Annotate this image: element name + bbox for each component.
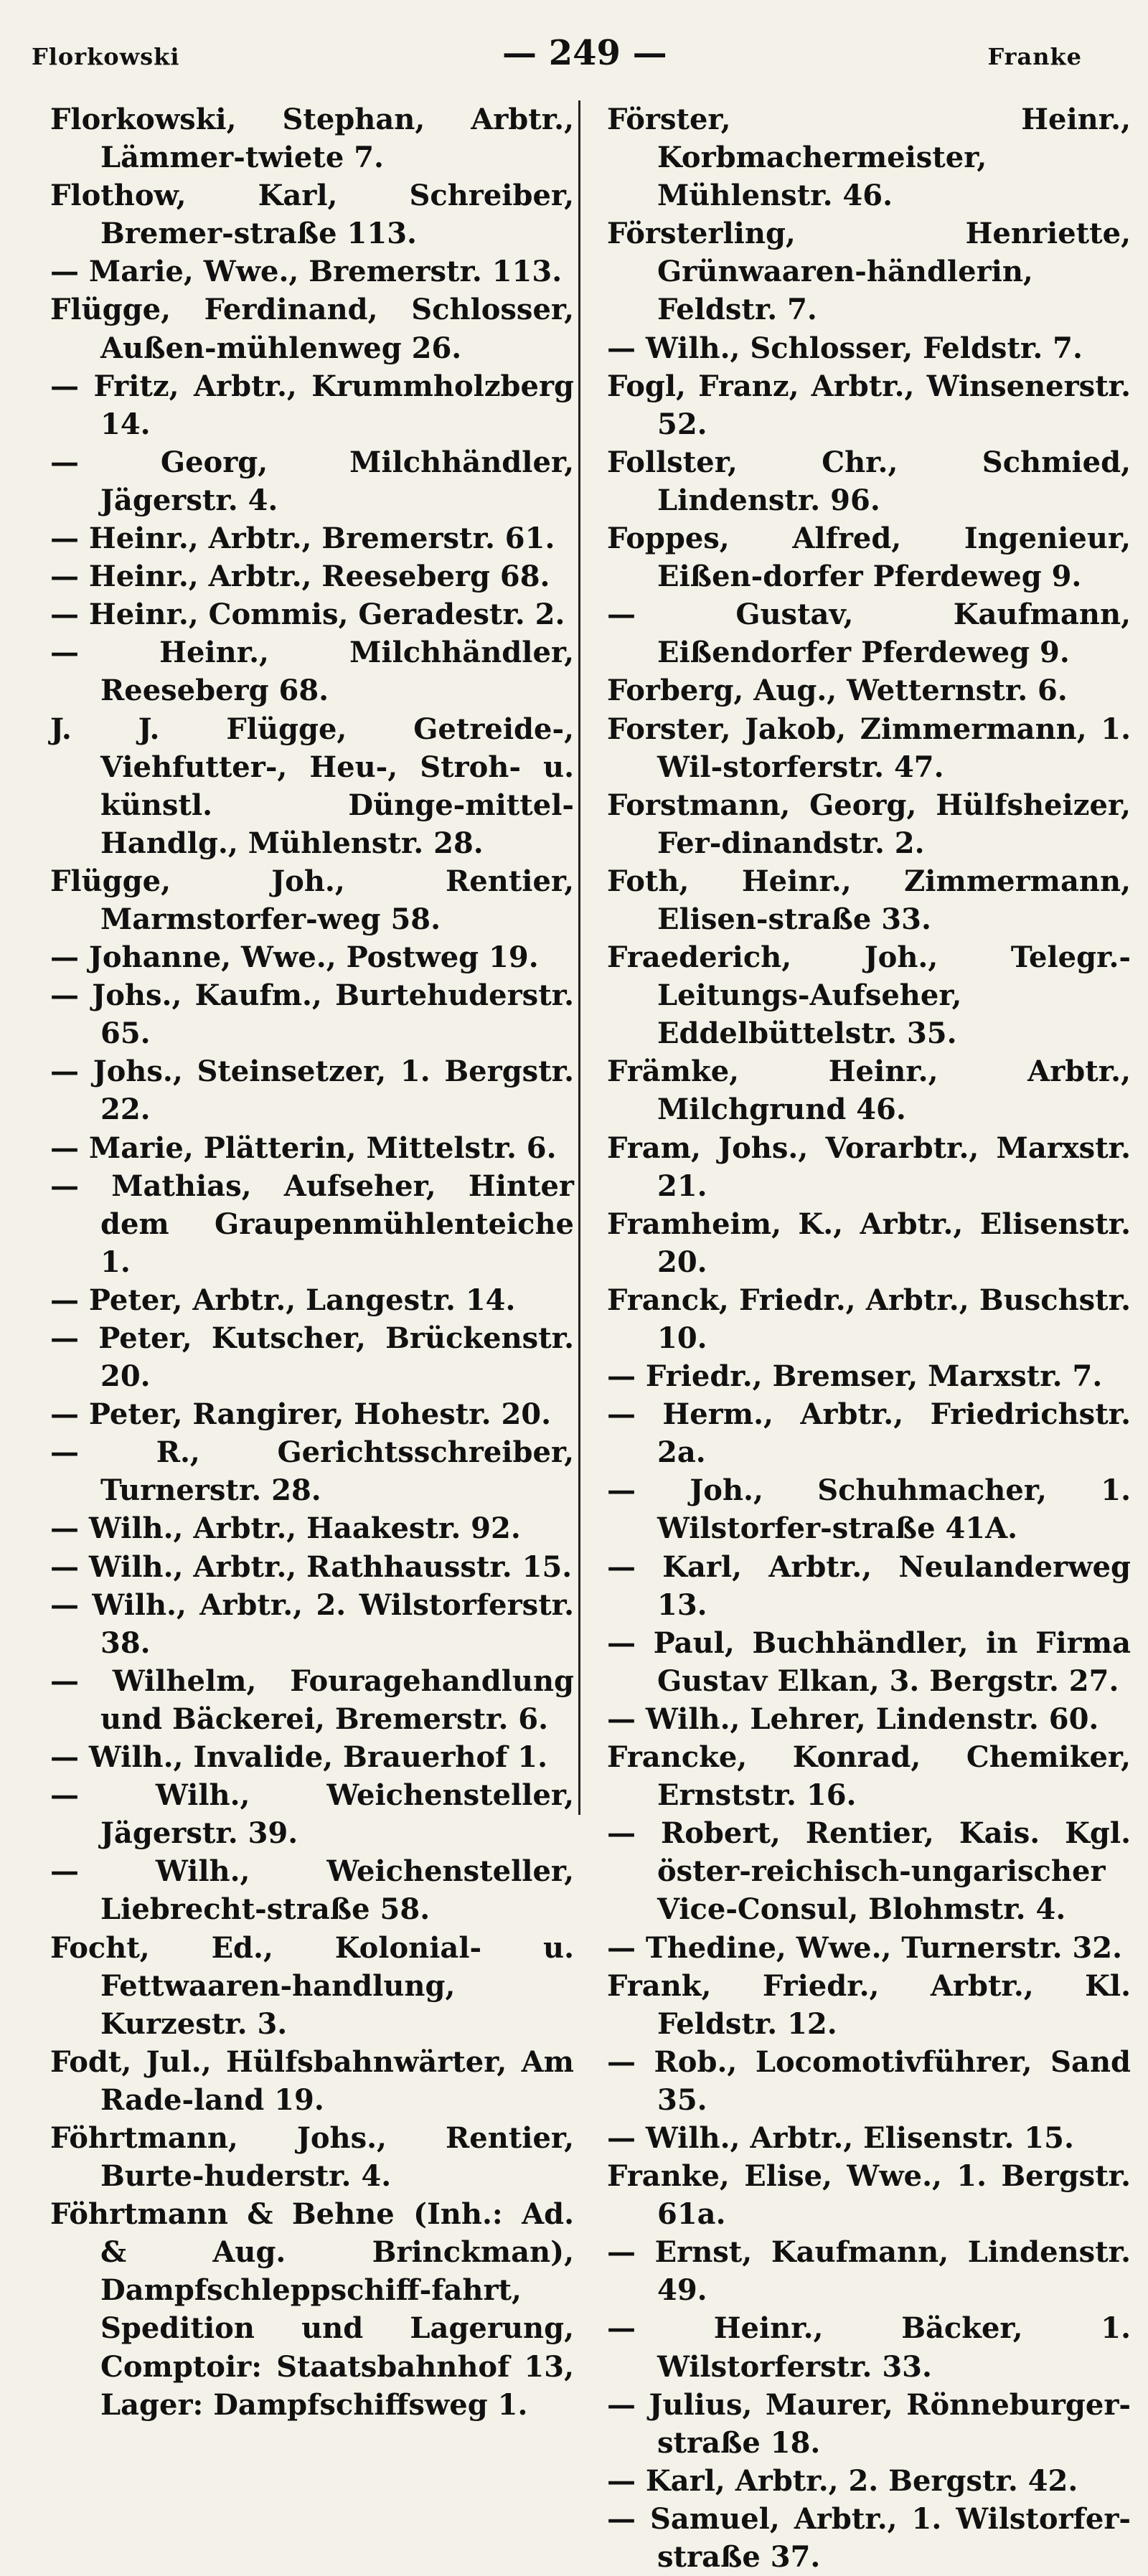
directory-entry: Foppes, Alfred, Ingenieur, Eißen-dorfer Pferdeweg 9. xyxy=(607,522,1131,594)
directory-entry: — Rob., Locomotivführer, Sand 35. xyxy=(607,2044,1131,2117)
directory-entry: — Heinr., Commis, Geradestr. 2. xyxy=(50,598,565,632)
directory-entry: — Ernst, Kaufmann, Lindenstr. 49. xyxy=(607,2235,1131,2308)
directory-entry: — Johs., Kaufm., Burtehuderstr. 65. xyxy=(50,978,574,1051)
directory-entry: Fodt, Jul., Hülfsbahnwärter, Am Rade-land 19. xyxy=(50,2044,574,2117)
directory-entry: — Wilh., Arbtr., Elisenstr. 15. xyxy=(607,2120,1074,2155)
left-column xyxy=(43,100,574,2424)
directory-entry: — Joh., Schuhmacher, 1. Wilstorfer-straße 41A. xyxy=(607,1473,1131,1546)
directory-entry: — Karl, Arbtr., 2. Bergstr. 42. xyxy=(607,2463,1078,2498)
directory-entry: — Johanne, Wwe., Postweg 19. xyxy=(50,940,539,975)
directory-entry: Franke, Elise, Wwe., 1. Bergstr. 61a. xyxy=(607,2159,1131,2232)
directory-entry: Föhrtmann & Behne (Inh.: Ad. & Aug. Brinckman), Dampfschleppschiff-fahrt, Spedition und Lagerung, Comptoir: Staatsbahnhof 13, Lager: Dampfschiffsweg 1. xyxy=(50,2197,574,2422)
directory-entry: Francke, Konrad, Chemiker, Ernststr. 16. xyxy=(607,1740,1131,1813)
directory-entry: — Friedr., Bremser, Marxstr. 7. xyxy=(607,1359,1103,1394)
directory-entry: Forster, Jakob, Zimmermann, 1. Wil-storferstr. 47. xyxy=(607,712,1131,784)
directory-entry: — Mathias, Aufseher, Hinter dem Graupenmühlenteiche 1. xyxy=(50,1169,574,1279)
directory-entry: — Karl, Arbtr., Neulanderweg 13. xyxy=(607,1549,1131,1622)
header-left-keyword: Florkowski xyxy=(32,43,180,70)
directory-entry: — Wilh., Arbtr., Haakestr. 92. xyxy=(50,1511,521,1546)
directory-entry: — Wilh., Weichensteller, Jägerstr. 39. xyxy=(50,1778,574,1851)
directory-entry: — Wilhelm, Fouragehandlung und Bäckerei, Bremerstr. 6. xyxy=(50,1664,574,1736)
directory-entry: Flothow, Karl, Schreiber, Bremer-straße 113. xyxy=(50,179,574,251)
directory-entry: — Gustav, Kaufmann, Eißendorfer Pferdeweg 9. xyxy=(607,598,1131,670)
directory-entry: — Samuel, Arbtr., 1. Wilstorfer-straße 37. xyxy=(607,2501,1131,2574)
directory-entry: — Marie, Plätterin, Mittelstr. 6. xyxy=(50,1131,557,1165)
directory-entry: Flügge, Ferdinand, Schlosser, Außen-mühlenweg 26. xyxy=(50,293,574,365)
directory-entry: — Marie, Wwe., Bremerstr. 113. xyxy=(50,255,563,289)
directory-entry: — Wilh., Weichensteller, Liebrecht-straße 58. xyxy=(50,1854,574,1927)
directory-entry: Foth, Heinr., Zimmermann, Elisen-straße 33. xyxy=(607,864,1131,936)
directory-entry: — Wilh., Schlosser, Feldstr. 7. xyxy=(607,331,1083,365)
directory-entry: — Thedine, Wwe., Turnerstr. 32. xyxy=(607,1930,1123,1965)
directory-entry: Follster, Chr., Schmied, Lindenstr. 96. xyxy=(607,445,1131,517)
directory-entry: Franck, Friedr., Arbtr., Buschstr. 10. xyxy=(607,1283,1131,1355)
directory-entry: Fram, Johs., Vorarbtr., Marxstr. 21. xyxy=(607,1131,1131,1203)
directory-entry: — Wilh., Invalide, Brauerhof 1. xyxy=(50,1740,548,1775)
directory-entry: Forstmann, Georg, Hülfsheizer, Fer-dinandstr. 2. xyxy=(607,788,1131,860)
right-column xyxy=(600,100,1131,2576)
directory-entry: — Heinr., Milchhändler, Reeseberg 68. xyxy=(50,636,574,708)
directory-entry: Florkowski, Stephan, Arbtr., Lämmer-twiete 7. xyxy=(50,103,574,175)
page-header xyxy=(0,29,1148,86)
directory-entry: Focht, Ed., Kolonial- u. Fettwaaren-handlung, Kurzestr. 3. xyxy=(50,1930,574,2041)
directory-entry: Frank, Friedr., Arbtr., Kl. Feldstr. 12. xyxy=(607,1968,1131,2041)
directory-entry: — Heinr., Arbtr., Reeseberg 68. xyxy=(50,560,550,594)
directory-entry: Förster, Heinr., Korbmachermeister, Mühlenstr. 46. xyxy=(607,103,1131,213)
directory-entry: — Wilh., Arbtr., Rathhausstr. 15. xyxy=(50,1549,573,1584)
directory-entry: — Wilh., Arbtr., 2. Wilstorferstr. 38. xyxy=(50,1587,574,1660)
directory-entry: Föhrtmann, Johs., Rentier, Burte-huderstr. 4. xyxy=(50,2120,574,2194)
column-divider xyxy=(578,100,580,1815)
directory-entry: — Paul, Buchhändler, in Firma Gustav Elkan, 3. Bergstr. 27. xyxy=(607,1626,1131,1698)
directory-entry: — Robert, Rentier, Kais. Kgl. öster-reichisch-ungarischer Vice-Consul, Blohmstr. 4. xyxy=(607,1816,1131,1927)
directory-entry: — Johs., Steinsetzer, 1. Bergstr. 22. xyxy=(50,1055,574,1127)
directory-entry: Fraederich, Joh., Telegr.-Leitungs-Aufseher, Eddelbüttelstr. 35. xyxy=(607,940,1131,1051)
directory-entry: Flügge, Joh., Rentier, Marmstorfer-weg 58. xyxy=(50,864,574,936)
header-right-keyword: Franke xyxy=(987,43,1082,70)
directory-entry: — Peter, Arbtr., Langestr. 14. xyxy=(50,1283,516,1317)
directory-entry: — R., Gerichtsschreiber, Turnerstr. 28. xyxy=(50,1435,574,1508)
directory-entry: Framheim, K., Arbtr., Elisenstr. 20. xyxy=(607,1207,1131,1279)
directory-entry: — Heinr., Bäcker, 1. Wilstorferstr. 33. xyxy=(607,2311,1131,2384)
directory-entry: Främke, Heinr., Arbtr., Milchgrund 46. xyxy=(607,1055,1131,1127)
directory-entry: — Wilh., Lehrer, Lindenstr. 60. xyxy=(607,1702,1099,1736)
directory-entry: — Herm., Arbtr., Friedrichstr. 2a. xyxy=(607,1397,1131,1470)
directory-entry: J. J. Flügge, Getreide-, Viehfutter-, Heu-, Stroh- u. künstl. Dünge-mittel-Handlg., Mühlenstr. 28. xyxy=(50,712,574,860)
directory-entry: — Heinr., Arbtr., Bremerstr. 61. xyxy=(50,522,555,556)
page-number: — 249 — xyxy=(502,33,667,73)
directory-entry: — Peter, Kutscher, Brückenstr. 20. xyxy=(50,1321,574,1394)
directory-entry: — Julius, Maurer, Rönneburger-straße 18. xyxy=(607,2387,1131,2460)
directory-entry: Försterling, Henriette, Grünwaaren-händlerin, Feldstr. 7. xyxy=(607,217,1131,327)
directory-entry: — Fritz, Arbtr., Krummholzberg 14. xyxy=(50,369,574,441)
directory-entry: Fogl, Franz, Arbtr., Winsenerstr. 52. xyxy=(607,369,1131,441)
directory-entry: — Georg, Milchhändler, Jägerstr. 4. xyxy=(50,445,574,517)
directory-entry: Forberg, Aug., Wetternstr. 6. xyxy=(607,674,1068,708)
directory-entry: — Peter, Rangirer, Hohestr. 20. xyxy=(50,1397,552,1432)
